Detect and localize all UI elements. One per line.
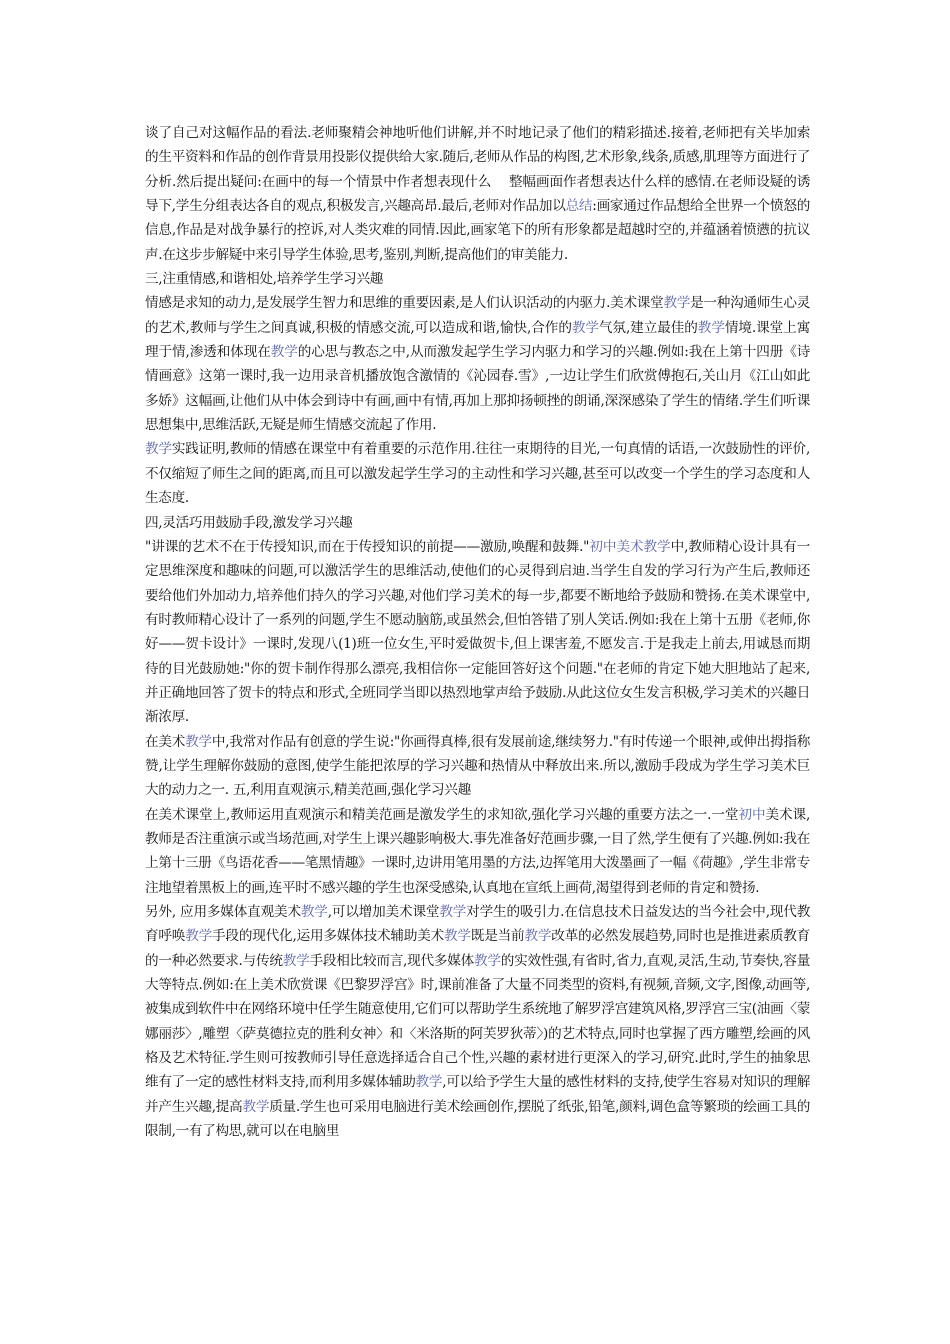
keyword-link[interactable]: 教学 — [282, 952, 310, 969]
keyword-link[interactable]: 教学 — [473, 952, 501, 969]
keyword-link[interactable]: 教学 — [439, 904, 467, 920]
keyword-link[interactable]: 教学 — [300, 904, 328, 920]
paragraph-text: 美术课,教师是否注重演示或当场范画,对学生上课兴趣影响极大.事先准备好范画步骤,一目了然,学生便有了兴趣.例如:我在上第十三册《鸟语花香——笔黑情趣》一课时,边讲用笔用墨的方法,边挥笔用大泼墨画了一幅《荷趣》,学生非常专注地望着黑板上的画,连平时不感兴趣的学生也深受感染,认真地在宣纸上画荷,渴望得到老师的肯定和赞扬. — [145, 806, 810, 896]
paragraph-text: 的心思与教态之中,从而激发起学生学习内驱力和学习的兴趣.例如:我在上第十四册《诗情画意》这第一课时,我一边用录音机播放饱含激情的《沁园春.雪》,一边让学生们欣赏傅抱石,关山月《江山如此多娇》这幅画,让他们从中体会到诗中有画,画中有情,再加上那抑扬顿挫的朗诵,深深感染了学生的情绪.学生们听课思想集中,思维活跃,无疑是师生情感交流起了作用. — [145, 344, 810, 434]
section-heading — [145, 267, 810, 291]
keyword-link[interactable]: 教学 — [145, 441, 172, 458]
paragraph-text: 既是当前 — [470, 928, 525, 945]
body-paragraph — [145, 121, 810, 267]
keyword-link[interactable]: 教学 — [185, 928, 213, 945]
body-paragraph — [145, 730, 810, 803]
keyword-link[interactable]: 教学 — [185, 733, 212, 750]
keyword-link[interactable]: 教学 — [415, 1074, 443, 1091]
paragraph-text: 手段相比较而言,现代多媒体 — [309, 952, 474, 969]
keyword-link[interactable]: 教学 — [444, 928, 471, 945]
keyword-link[interactable]: 教学 — [697, 319, 725, 336]
body-paragraph — [145, 900, 810, 1143]
keyword-link[interactable]: 教学 — [242, 1098, 270, 1115]
paragraph-text: 的实效性强,有省时,省力,直观,灵活,生动,节奏快,容量大等特点.例如:在上美术欣赏课《巴黎罗浮宫》时,课前准备了大量不同类型的资料,有视频,音频,文字,图像,动画等,被集成到软件中在网络环境中任学生随意使用,它们可以帮助学生系统地了解罗浮宫建筑风格,罗浮宫三宝(油画〈蒙娜丽莎〉,雕塑〈萨莫德拉克的胜利女神〉和〈米洛斯的阿芙罗狄蒂〉)的艺术特点,同时也掌握了西方雕塑,绘画的风格及艺术特征.学生则可按教师引导任意选择适合自己个性,兴趣的素材进行更深入的学习,研究.此时,学生的抽象思维有了一定的感性材料支持,而利用多媒体辅助 — [145, 952, 810, 1091]
paragraph-text: 质量.学生也可采用电脑进行美术绘画创作,摆脱了纸张,铅笔,颜料,调色盒等繁琐的绘画工具的限制,一有了构思,就可以在电脑里 — [145, 1098, 811, 1140]
body-paragraph — [145, 291, 810, 437]
paragraph-text: 气氛,建立最佳的 — [598, 319, 698, 336]
paragraph-text: 情感是求知的动力,是发展学生智力和思维的重要因素,是人们认识活动的内驱力.美术课堂 — [145, 295, 664, 312]
paragraph-text: 中,我常对作品有创意的学生说:"你画得真棒,很有发展前途,继续努力."有时传递一个眼神,或伸出拇指称赞,让学生理解你鼓励的意图,使学生能把浓厚的学习兴趣和热情从中释放出来.所以,激励手段成为学生学习美术巨大的动力之一. 五,利用直观演示,精美范画,强化学习兴趣 — [145, 733, 810, 799]
body-paragraph — [145, 535, 810, 730]
section-heading — [145, 511, 810, 535]
keyword-link[interactable]: 教学 — [524, 928, 552, 945]
paragraph-text: 三,注重情感,和谐相处,培养学生学习兴趣 — [145, 271, 384, 288]
paragraph-text: 在美术 — [145, 733, 186, 750]
paragraph-text: 谈了自己对这幅作品的看法.老师聚精会神地听他们讲解,并不时地记录了他们的精彩描述.接着,老师把有关毕加索的生平资料和作品的创作背景用投影仪提供给大家.随后,老师从作品的构图,艺术形象,线条,质感,肌理等方面进行了分析.然后提出疑问:在画中的每一个情景中作者想表现什么 整幅画面作者想表达什么样的感情.在老师设疑的诱导下,学生分组表达各自的观点,积极发言,兴趣高昂.最后,老师对作品加以 — [145, 125, 810, 215]
keyword-link[interactable]: 总结 — [565, 198, 593, 215]
paragraph-text: 中,教师精心设计具有一定思维深度和趣味的问题,可以激活学生的思维活动,使他们的心灵得到启迪.当学生自发的学习行为产生后,教师还要给他们外加动力,培养他们持久的学习兴趣,对他们学习美术的每一步,都要不断地给予鼓励和赞扬.在美术课堂中,有时教师精心设计了一系列的问题,学生不愿动脑筋,或虽然会,但怕答错了别人笑话.例如:我在上第十五册《老师,你好——贺卡设计》一课时,发现八(1)班一位女生,平时爱做贺卡,但上课害羞,不愿发言.于是我走上前去,用诚恳而期待的目光鼓励她:"你的贺卡制作得那么漂亮,我相信你一定能回答好这个问题."在老师的肯定下她大胆地站了起来,并正确地回答了贺卡的特点和形式,全班同学当即以热烈地掌声给予鼓励.从此这位女生发言积极,学习美术的兴趣日渐浓厚. — [145, 538, 810, 726]
paragraph-text: ,可以增加美术课堂 — [327, 904, 440, 920]
paragraph-text: 手段的现代化,运用多媒体技术辅助美术 — [212, 928, 445, 945]
paragraph-text: :画家通过作品想给全世界一个愤怒的信息,作品是对战争暴行的控诉,对人类灾难的同情.因此,画家笔下的所有形象都是超越时空的,并蕴涵着愤懑的抗议声.在这步步解疑中来引导学生体验,思考,鉴别,判断,提高他们的审美能力. — [145, 198, 810, 263]
document-body — [145, 121, 810, 1143]
paragraph-text: 是一种沟通师生心灵的艺术,教师与学生之间真诚,积极的情感交流,可以造成和谐,愉快,合作的 — [145, 295, 810, 336]
keyword-link[interactable]: 初中美术教学 — [589, 538, 671, 555]
paragraph-text: "讲课的艺术不在于传授知识,而在于传授知识的前提——激励,唤醒和鼓舞." — [145, 538, 590, 555]
paragraph-text: 在美术课堂上,教师运用直观演示和精美范画是激发学生的求知欲,强化学习兴趣的重要方法之一.一堂 — [145, 806, 739, 823]
paragraph-text: 另外, 应用多媒体直观美术 — [145, 904, 301, 920]
keyword-link[interactable]: 教学 — [270, 344, 298, 361]
paragraph-text: 四,灵活巧用鼓励手段,激发学习兴趣 — [145, 514, 353, 531]
paragraph-text: 实践证明,教师的情感在课堂中有着重要的示范作用.往往一束期待的目光,一句真情的话语,一次鼓励性的评价,不仅缩短了师生之间的距离,而且可以激发起学生学习的主动性和学习兴趣,甚至可以改变一个学生的学习态度和人生态度. — [145, 441, 810, 507]
paragraph-text: ,可以给予学生大量的感性材料的支持,使学生容易对知识的理解并产生兴趣,提高 — [145, 1074, 810, 1115]
paragraph-text: 情境.课堂上寓理于情,渗透和体现在 — [145, 319, 810, 361]
keyword-link[interactable]: 教学 — [663, 295, 691, 312]
keyword-link[interactable]: 初中 — [738, 806, 766, 823]
paragraph-text: 对学生的吸引力.在信息技术日益发达的当今社会中,现代教育呼唤 — [145, 904, 811, 945]
keyword-link[interactable]: 教学 — [571, 319, 599, 336]
paragraph-text: 改革的必然发展趋势,同时也是推进素质教育的一种必然要求.与传统 — [145, 928, 810, 969]
body-paragraph — [145, 803, 810, 900]
body-paragraph — [145, 437, 810, 510]
